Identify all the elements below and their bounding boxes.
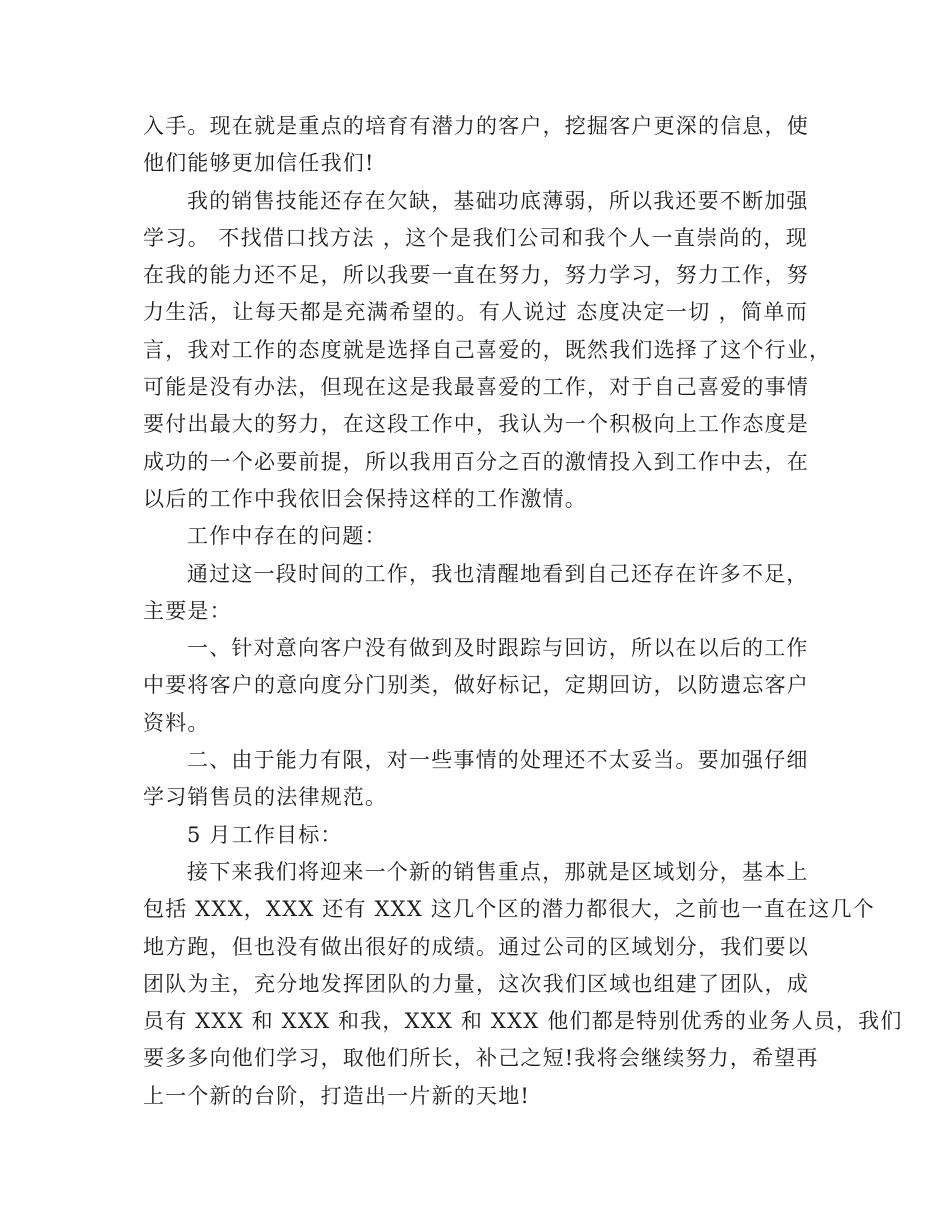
text-line: 中要将客户的意向度分门别类，做好标记，定期回访，以防遗忘客户 xyxy=(143,673,809,698)
text-line: 包括 XXX，XXX 还有 XXX 这几个区的潜力都很大，之前也一直在这几个 xyxy=(143,897,875,922)
text-line: 员有 XXX 和 XXX 和我，XXX 和 XXX 他们都是特别优秀的业务人员，我们 xyxy=(143,1009,903,1034)
text-line: 在我的能力还不足，所以我要一直在努力，努力学习，努力工作，努 xyxy=(143,263,809,288)
text-line: 力生活，让每天都是充满希望的。有人说过 态度决定一切 ，简单而 xyxy=(143,300,808,325)
text-line: 言，我对工作的态度就是选择自己喜爱的，既然我们选择了这个行业， xyxy=(143,337,832,362)
text-line: 主要是： xyxy=(143,598,232,623)
text-line: 接下来我们将迎来一个新的销售重点，那就是区域划分，基本上 xyxy=(187,859,809,884)
text-line: 通过这一段时间的工作，我也清醒地看到自己还存在许多不足， xyxy=(187,561,809,586)
document-body xyxy=(143,108,903,1115)
text-line: 学习销售员的法律规范。 xyxy=(143,785,388,810)
text-line: 学习。 不找借口找方法 ，这个是我们公司和我个人一直崇尚的，现 xyxy=(143,225,808,250)
text-line: 要多多向他们学习，取他们所长，补己之短!我将会继续努力，希望再 xyxy=(143,1046,819,1071)
text-line: 可能是没有办法，但现在这是我最喜爱的工作，对于自己喜爱的事情 xyxy=(143,375,809,400)
text-line: 成功的一个必要前提，所以我用百分之百的激情投入到工作中去，在 xyxy=(143,449,809,474)
text-line: 入手。现在就是重点的培育有潜力的客户，挖掘客户更深的信息，使 xyxy=(143,114,809,138)
text-line: 团队为主，充分地发挥团队的力量，这次我们区域也组建了团队，成 xyxy=(143,971,809,996)
text-line: 以后的工作中我依旧会保持这样的工作激情。 xyxy=(143,486,587,511)
text-line: 上一个新的台阶，打造出一片新的天地! xyxy=(143,1083,531,1108)
text-line: 我的销售技能还存在欠缺，基础功底薄弱，所以我还要不断加强 xyxy=(187,188,809,213)
text-line: 他们能够更加信任我们! xyxy=(143,151,375,176)
text-line: 要付出最大的努力，在这段工作中，我认为一个积极向上工作态度是 xyxy=(143,412,809,437)
text-line: 工作中存在的问题： xyxy=(187,524,387,549)
text-line: 5 月工作目标： xyxy=(187,822,343,847)
text-line: 二、由于能力有限，对一些事情的处理还不太妥当。要加强仔细 xyxy=(187,748,809,773)
text-line: 一、针对意向客户没有做到及时跟踪与回访，所以在以后的工作 xyxy=(187,636,809,661)
text-line: 资料。 xyxy=(143,710,210,735)
text-line: 地方跑，但也没有做出很好的成绩。通过公司的区域划分，我们要以 xyxy=(143,934,809,959)
